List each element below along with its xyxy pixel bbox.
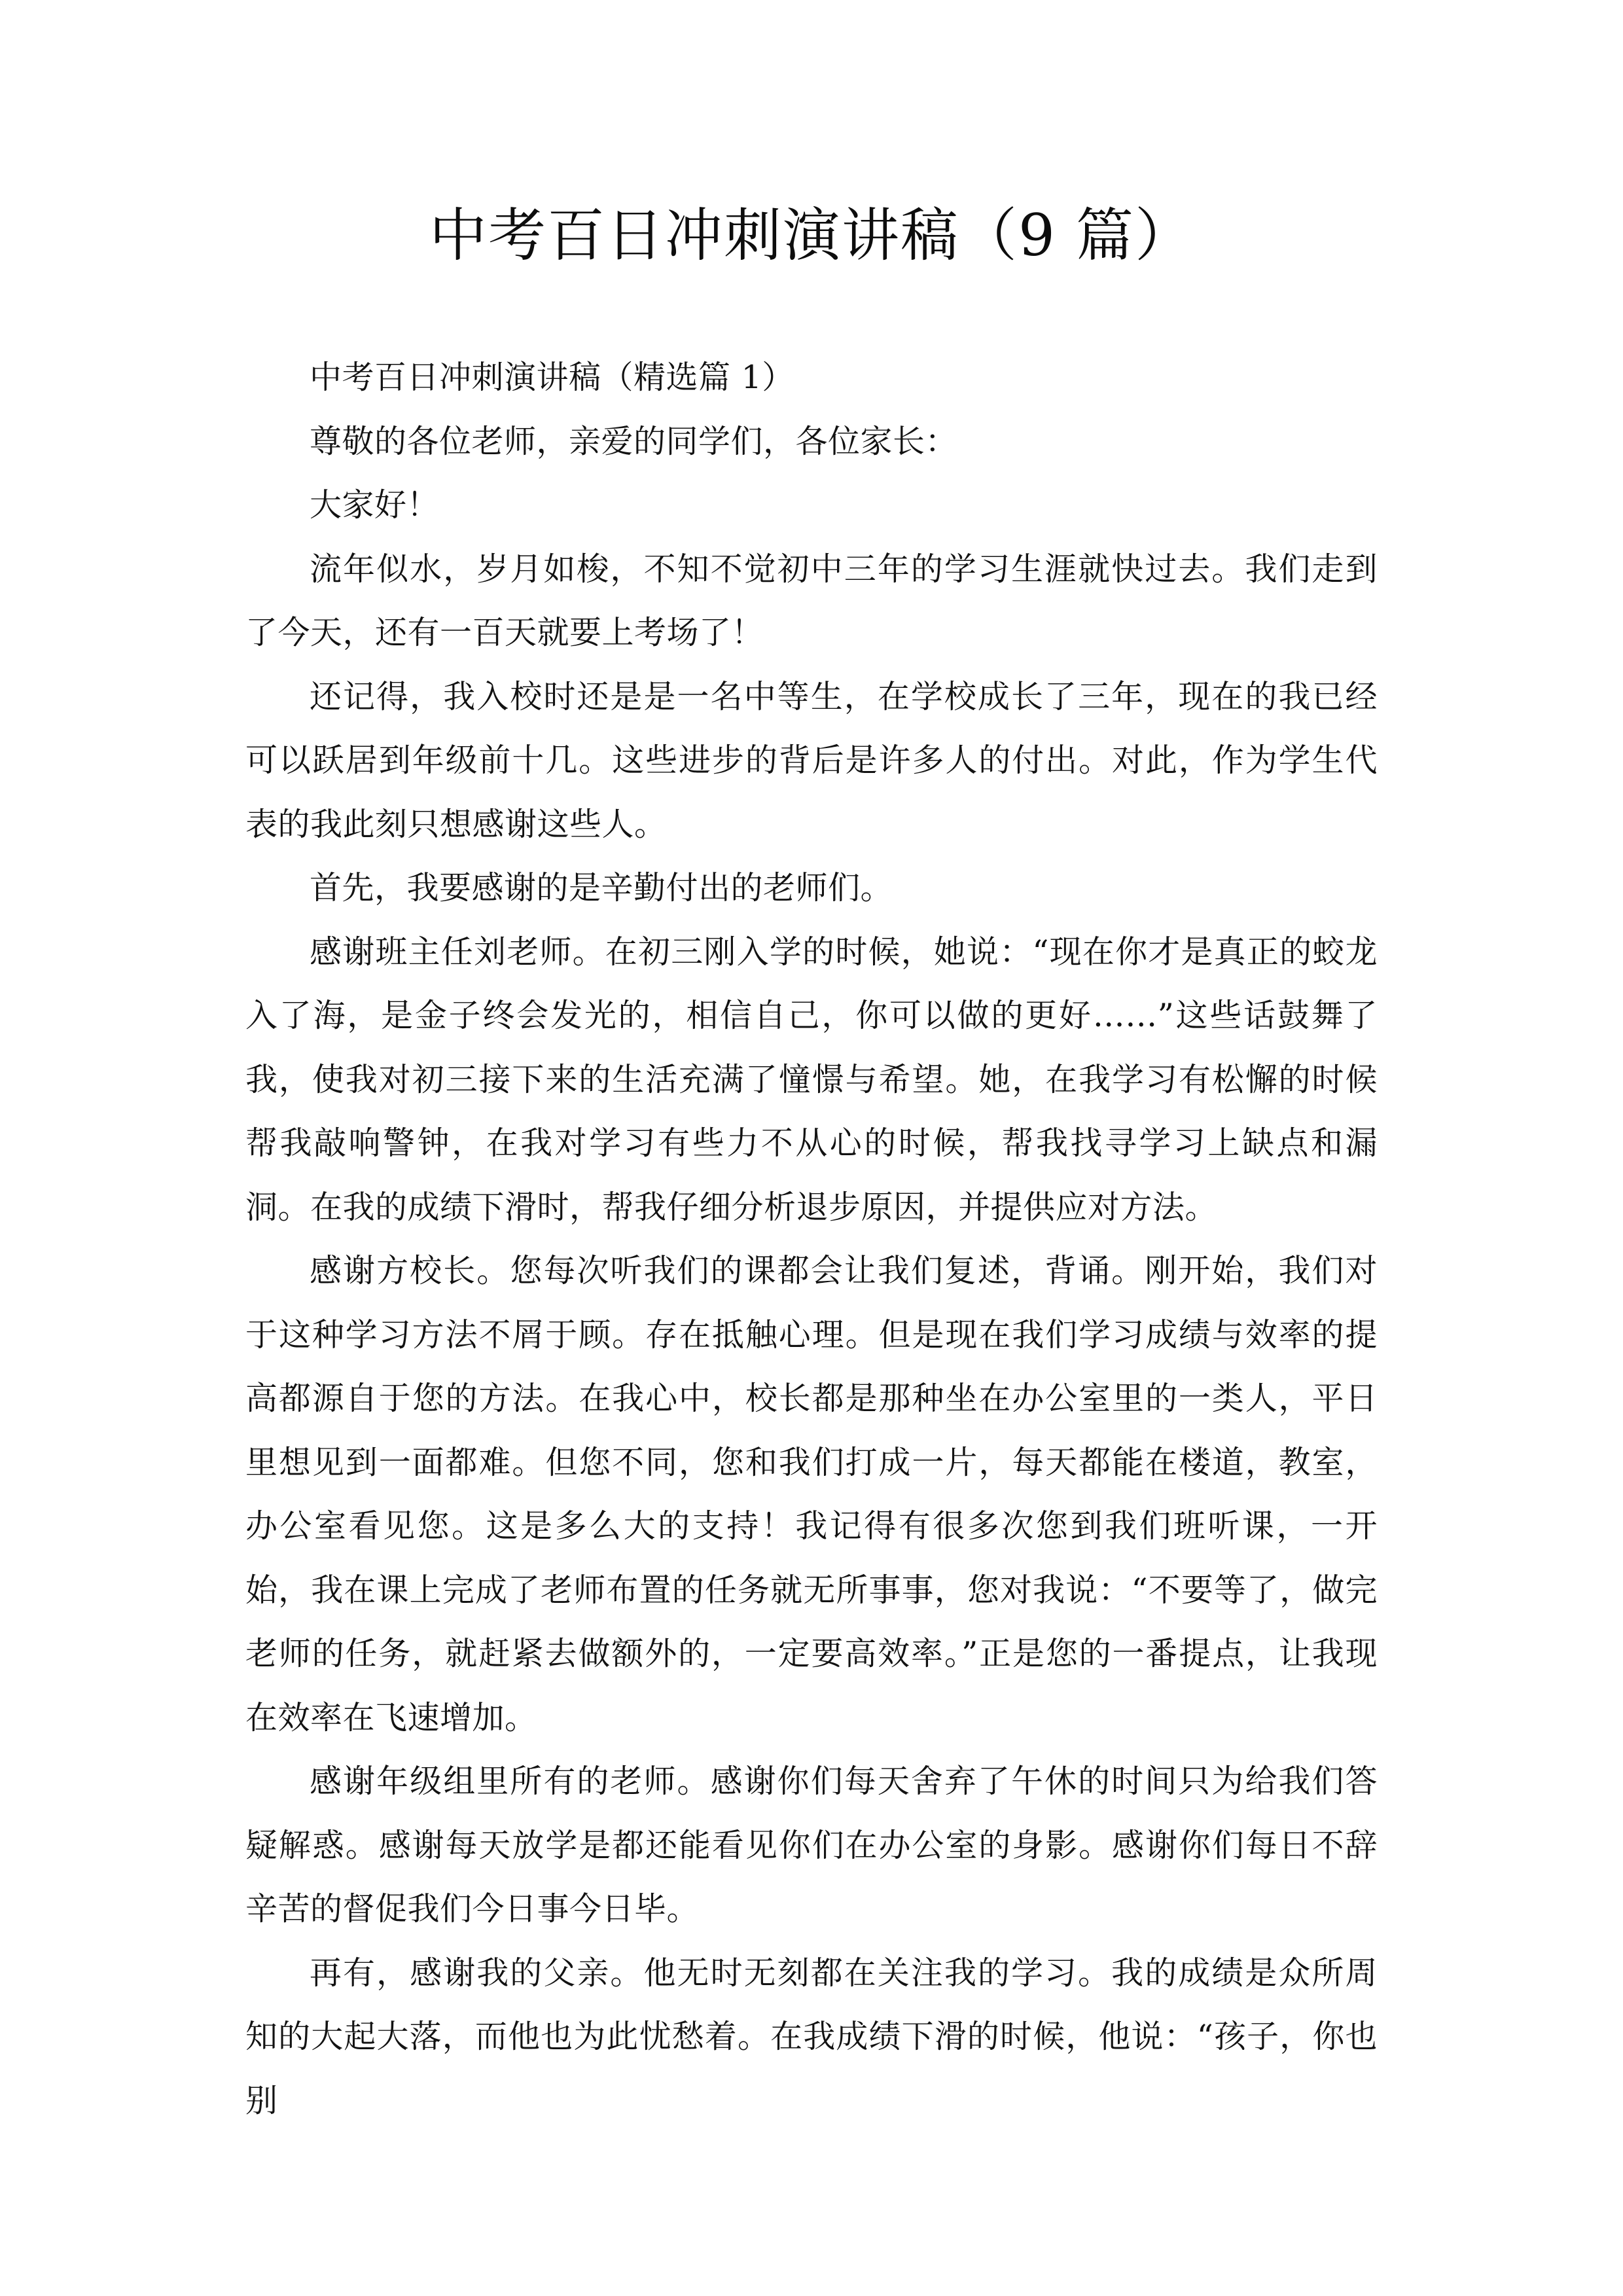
document-title: 中考百日冲刺演讲稿（9 篇）	[429, 202, 1194, 269]
paragraph: 感谢年级组里所有的老师。感谢你们每天舍弃了午休的时间只为给我们答疑解惑。感谢每天放学是都还能看见你们在办公室的身影。感谢你们每日不辞辛苦的督促我们今日事今日毕。	[245, 1763, 1378, 1928]
paragraph: 还记得，我入校时还是是一名中等生，在学校成长了三年，现在的我已经可以跃居到年级前十几。这些进步的背后是许多人的付出。对此，作为学生代表的我此刻只想感谢这些人。	[245, 677, 1378, 843]
paragraph-subtitle: 中考百日冲刺演讲稿（精选篇 1）	[310, 359, 794, 396]
paragraph: 首先，我要感谢的是辛勤付出的老师们。	[310, 869, 893, 906]
paragraph-greeting: 大家好！	[310, 486, 440, 524]
paragraph: 流年似水，岁月如梭，不知不觉初中三年的学习生涯就快过去。我们走到了今天，还有一百天就要上考场了！	[245, 550, 1378, 651]
paragraph-salutation: 尊敬的各位老师，亲爱的同学们，各位家长：	[310, 422, 958, 460]
paragraph: 感谢方校长。您每次听我们的课都会让我们复述，背诵。刚开始，我们对于这种学习方法不屑于顾。存在抵触心理。但是现在我们学习成绩与效率的提高都源自于您的方法。在我心中，校长都是那种坐在办公室里的一类人，平日里想见到一面都难。但您不同，您和我们打成一片，每天都能在楼道，教室，办公室看见您。这是多么大的支持！我记得有很多次您到我们班听课，一开始，我在课上完成了老师布置的任务就无所事事，您对我说：“不要等了，做完老师的任务，就赶紧去做额外的，一定要高效率。”正是您的一番提点，让我现在效率在飞速增加。	[245, 1252, 1378, 1736]
paragraph: 感谢班主任刘老师。在初三刚入学的时候，她说：“现在你才是真正的蛟龙入了海，是金子终会发光的，相信自己，你可以做的更好……”这些话鼓舞了我，使我对初三接下来的生活充满了憧憬与希望。她，在我学习有松懈的时候帮我敲响警钟，在我对学习有些力不从心的时候，帮我找寻学习上缺点和漏洞。在我的成绩下滑时，帮我仔细分析退步原因，并提供应对方法。	[245, 933, 1378, 1226]
paragraph: 再有，感谢我的父亲。他无时无刻都在关注我的学习。我的成绩是众所周知的大起大落，而他也为此忧愁着。在我成绩下滑的时候，他说：“孩子，你也别	[245, 1954, 1378, 2119]
document-body	[245, 346, 1378, 2132]
